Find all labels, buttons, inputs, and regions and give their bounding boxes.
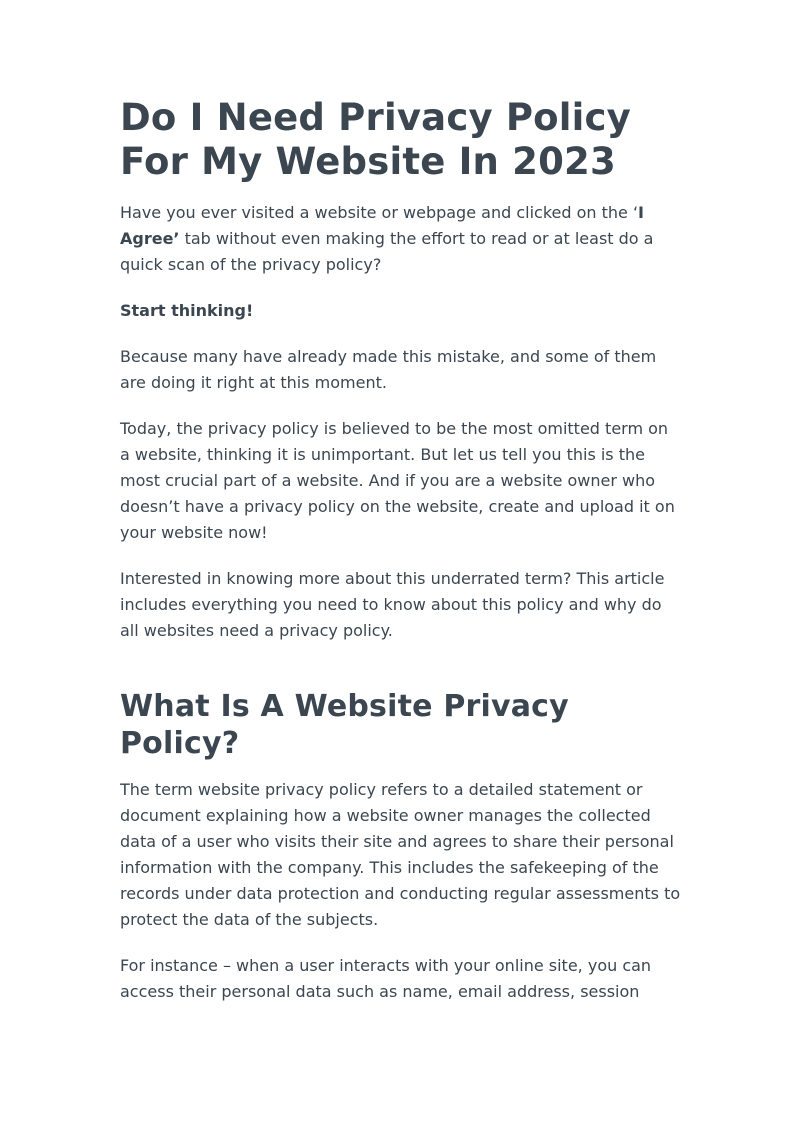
document-page — [120, 96, 682, 1025]
paragraph-interested: Interested in knowing more about this underrated term? This article includes everything you need to know about this policy and why do all websites need a privacy policy. — [120, 569, 665, 640]
page-title: Do I Need Privacy Policy For My Website In 2023 — [120, 96, 632, 183]
paragraph-mistake: Because many have already made this mistake, and some of them are doing it right at this moment. — [120, 347, 657, 392]
paragraph-definition: The term website privacy policy refers to a detailed statement or document explaining how a website owner manages the collected data of a user who visits their site and agrees to share their personal information with the company. This includes the safekeeping of the records under data protection and conducting regular assessments to protect the data of the subjects. — [120, 780, 681, 929]
i-agree-text: I Agree’ — [120, 203, 644, 248]
start-thinking-text: Start thinking! — [120, 301, 254, 320]
intro-text-before: Have you ever visited a website or webpage and clicked on the ‘ — [120, 203, 639, 222]
intro-paragraph — [120, 200, 682, 278]
section-heading: What Is A Website Privacy Policy? — [120, 689, 569, 761]
paragraph-for-instance: For instance – when a user interacts with your online site, you can access their personal data such as name, email address, session — [120, 956, 652, 1001]
intro-text-after: tab without even making the effort to read or at least do a quick scan of the privacy policy? — [120, 229, 654, 274]
paragraph-omitted-term: Today, the privacy policy is believed to be the most omitted term on a website, thinking it is unimportant. But let us tell you this is the most crucial part of a website. And if you are a website owner who doesn’t have a privacy policy on the website, create and upload it on your website now! — [120, 419, 675, 542]
